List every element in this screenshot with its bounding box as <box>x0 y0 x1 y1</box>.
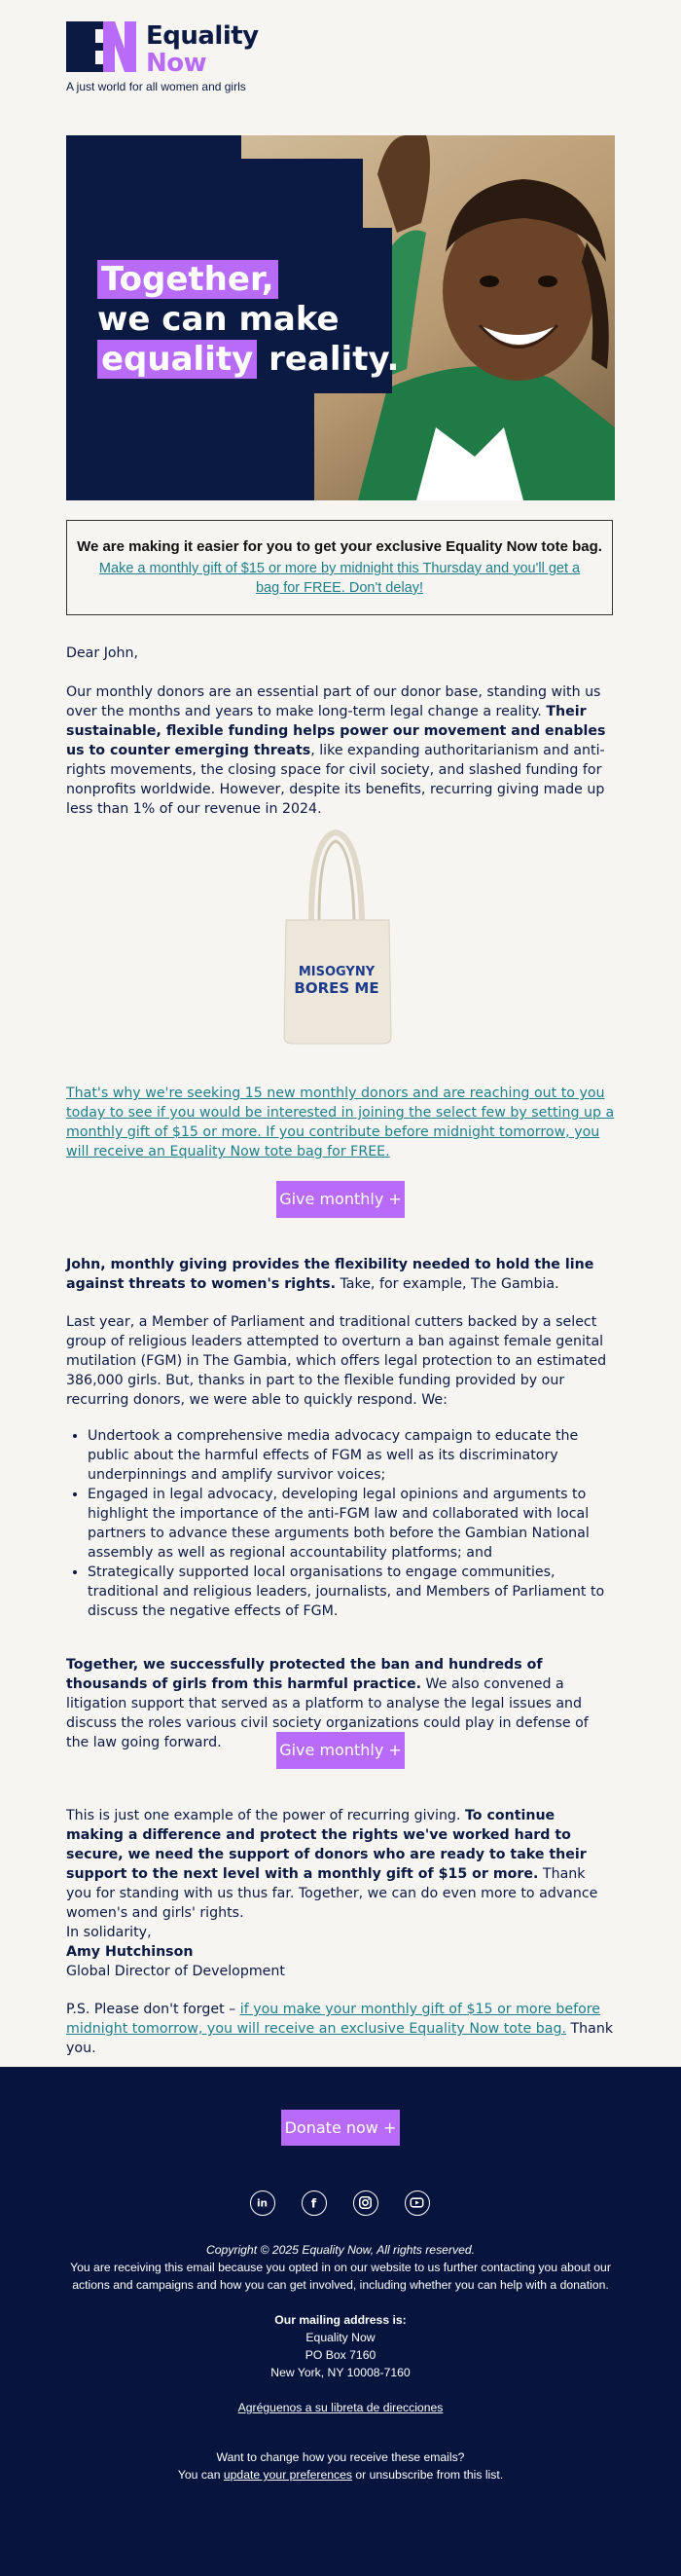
logo-mark-icon <box>66 21 136 72</box>
paragraph-flexibility <box>66 1255 615 1294</box>
postscript <box>66 2000 615 2058</box>
unsubscribe-text[interactable]: or unsubscribe from this list. <box>352 2468 504 2482</box>
p1-bold: Their sustainable, flexible funding helps power our movement and enables us to counter emerging threats <box>66 704 606 758</box>
update-preferences-link[interactable]: update your preferences <box>223 2468 352 2482</box>
preferences-line <box>58 2466 623 2484</box>
closing: In solidarity, <box>66 1925 152 1940</box>
p5-text-b: Thank you for standing with us thus far. Together, we can do even more to advance women's and girls' rights. <box>66 1866 598 1921</box>
list-item: • Undertook a comprehensive media advocacy campaign to educate the public about the harmful effects of FGM as well as its discriminatory underpinnings and amplify survivor voices; <box>88 1426 615 1485</box>
list-item: • Strategically supported local organisations to engage communities, traditional and religious leaders, journalists, and Members of Parliament to discuss the negative effects of FGM. <box>88 1563 615 1621</box>
paragraph-intro <box>66 682 615 819</box>
actions-list <box>66 1426 615 1621</box>
change-email-question: Want to change how you receive these emails? <box>216 2450 465 2464</box>
donate-now-button[interactable]: Donate now + <box>281 2110 400 2146</box>
paragraph-call-to-action <box>66 1806 615 1923</box>
monthly-donor-link[interactable]: That's why we're seeking 15 new monthly donors and are reaching out to you today to see if you would be interested in joining the select few by setting up a monthly gift of $15 or more. If you contribute before midnight tomorrow, you will receive an Equality Now tote bag for FREE. <box>66 1086 615 1159</box>
list-item: • Engaged in legal advocacy, developing legal opinions and arguments to highlight the importance of the anti-FGM law and collaborated with local partners to advance these arguments both before the Gambian National assembly as well as regional accountability platforms; and <box>88 1485 615 1563</box>
notice-title: We are making it easier for you to get your exclusive Equality Now tote bag. <box>77 538 602 555</box>
mailing-po-box: PO Box 7160 <box>305 2348 376 2362</box>
p5-text-a: This is just one example of the power of recurring giving. <box>66 1808 465 1823</box>
p2-rest: Take, for example, The Gambia. <box>335 1276 559 1292</box>
p5-bold: To continue making a difference and protect the rights we've worked hard to secure, we need the support of donors who are ready to take their support to the next level with a monthly gift of $15 or more. <box>66 1808 587 1882</box>
mailing-address-label: Our mailing address is: <box>274 2313 407 2327</box>
tote-text-line1: MISOGYNY <box>298 965 376 979</box>
youtube-icon[interactable] <box>405 2190 430 2216</box>
signature-block <box>66 1923 615 1981</box>
notice-link[interactable]: Make a monthly gift of $15 or more by midnight this Thursday and you'll get a bag for FREE. Don't delay! <box>98 561 581 596</box>
svg-text:in: in <box>256 2197 269 2210</box>
ps-text-b: Thank you. <box>66 2021 614 2056</box>
tagline: A just world for all women and girls <box>66 80 246 93</box>
opt-in-reason: You are receiving this email because you opted in on our website to us further contacting you about our actions and campaigns and how you can get involved, including whether you can help with a donation. <box>70 2261 611 2292</box>
p1-text-b: , like expanding authoritarianism and anti-rights movements, the closing space for civil society, and slashed funding for nonprofits worldwide. However, despite its benefits, recurring giving made up less than 1% of our revenue in 2024. <box>66 743 605 817</box>
you-can-text: You can <box>177 2468 224 2482</box>
footer <box>0 2067 681 2576</box>
hero-banner[interactable] <box>66 135 615 500</box>
give-monthly-button[interactable]: Give monthly + <box>276 1181 405 1218</box>
signer-name: Amy Hutchinson <box>66 1944 194 1960</box>
hero-headline <box>97 260 399 380</box>
logo-word-equality: Equality <box>146 21 259 51</box>
greeting: Dear John, <box>66 645 139 661</box>
add-to-address-book-link[interactable]: Agréguenos a su libreta de direcciones <box>237 2401 444 2414</box>
give-monthly-button-2[interactable]: Give monthly + <box>276 1732 405 1769</box>
p1-text-a: Our monthly donors are an essential part of our donor base, standing with us over the months and years to make long-term legal change a reality. <box>66 684 601 719</box>
hero-line1: Together, <box>97 260 278 299</box>
mailing-city: New York, NY 10008-7160 <box>270 2366 411 2379</box>
paragraph-gambia: Last year, a Member of Parliament and traditional cutters backed by a select group of religious leaders attempted to overturn a ban against female genital mutilation (FGM) in The Gambia, which offers legal protection to an estimated 386,000 girls. But, thanks in part to the flexible funding provided by our recurring donors, we were able to quickly respond. We: <box>66 1314 607 1408</box>
hero-line2: we can make <box>97 300 340 339</box>
linkedin-icon[interactable] <box>250 2190 275 2216</box>
p2-bold: John, monthly giving provides the flexibility needed to hold the line against threats to women's rights. <box>66 1257 594 1292</box>
p4-bold: Together, we successfully protected the ban and hundreds of thousands of girls from this harmful practice. <box>66 1657 543 1692</box>
copyright: Copyright © 2025 Equality Now, All rights reserved. <box>205 2243 476 2257</box>
mailing-org: Equality Now <box>305 2331 376 2344</box>
ps-text-a: P.S. Please don't forget – <box>66 2002 240 2017</box>
ps-link[interactable]: if you make your monthly gift of $15 or more before midnight tomorrow, you will receive an exclusive Equality Now tote bag. <box>66 2002 601 2037</box>
logo-word-now: Now <box>146 49 207 78</box>
equality-now-logo[interactable] <box>66 21 300 99</box>
tote-bag-image <box>282 828 399 1051</box>
signer-title: Global Director of Development <box>66 1964 285 1979</box>
instagram-icon[interactable] <box>353 2190 378 2216</box>
hero-line3-highlight: equality <box>97 340 257 379</box>
tote-bag-notice <box>66 520 613 615</box>
p4-rest: We also convened a litigation support that served as a platform to analyse the legal issues and discuss the roles various civil society organizations could play in defense of the law going forward. <box>66 1676 589 1750</box>
facebook-icon[interactable] <box>302 2190 327 2216</box>
tote-text-line2: BORES ME <box>294 979 379 997</box>
svg-text:f: f <box>310 2195 317 2211</box>
hero-line3-rest: reality. <box>257 340 400 379</box>
